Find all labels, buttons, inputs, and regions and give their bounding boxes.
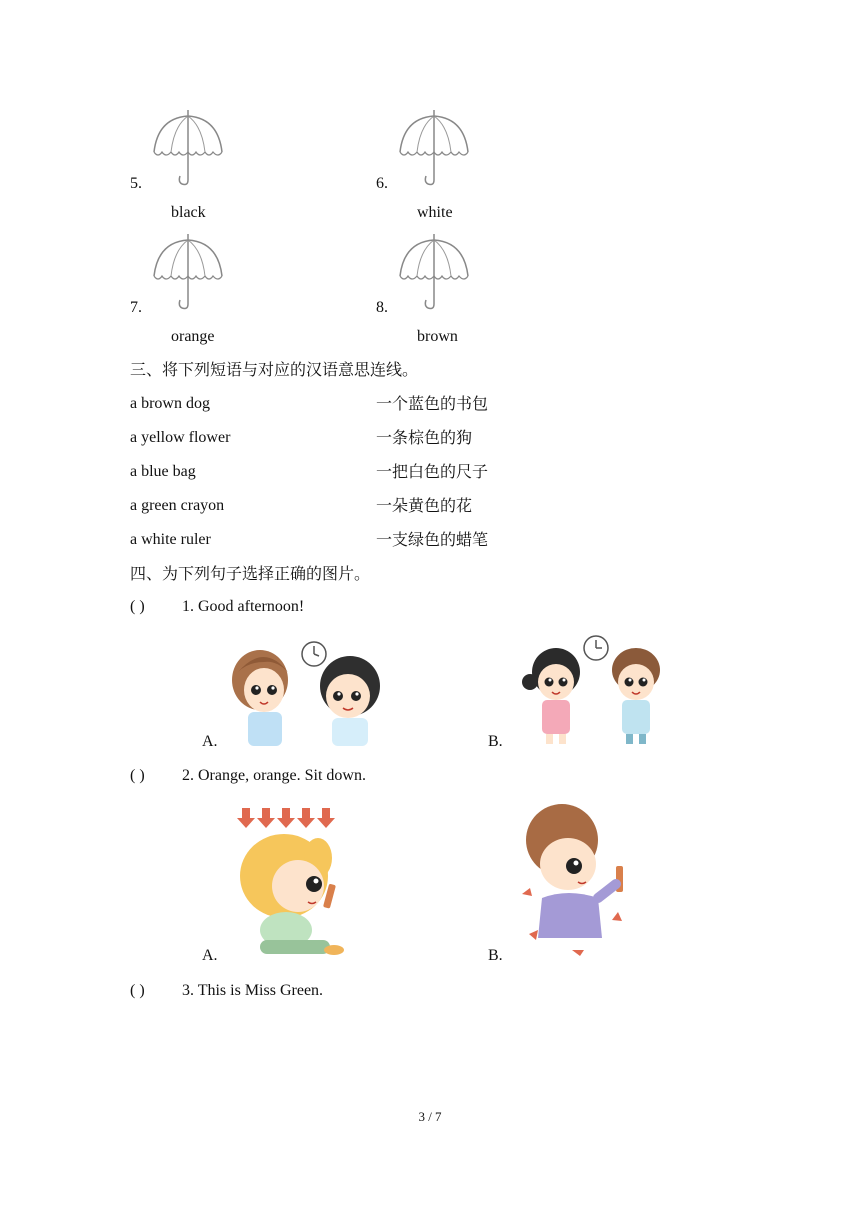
color-label: orange [171, 328, 215, 345]
item-number: 5. [130, 175, 142, 192]
umbrella-icon [150, 230, 226, 312]
phrase-english[interactable]: a brown dog [130, 395, 210, 412]
answer-blank[interactable]: ( ) [130, 982, 145, 999]
greeting-kids-image-a[interactable] [226, 632, 390, 746]
girl-sitting-down-image-a[interactable] [226, 800, 354, 960]
option-a-label[interactable]: A. [202, 947, 218, 964]
option-a-label[interactable]: A. [202, 733, 218, 750]
color-label: brown [417, 328, 458, 345]
phrase-english[interactable]: a yellow flower [130, 429, 231, 446]
answer-blank[interactable]: ( ) [130, 598, 145, 615]
umbrella-icon [396, 106, 472, 188]
phrase-chinese[interactable]: 一支绿色的蜡笔 [376, 530, 489, 549]
phrase-english[interactable]: a blue bag [130, 463, 196, 480]
phrase-chinese[interactable]: 一把白色的尺子 [376, 462, 489, 481]
section-title: 三、将下列短语与对应的汉语意思连线。 [130, 360, 419, 379]
umbrella-icon [150, 106, 226, 188]
phrase-chinese[interactable]: 一条棕色的狗 [376, 428, 473, 447]
option-b-label[interactable]: B. [488, 947, 503, 964]
option-b-label[interactable]: B. [488, 733, 503, 750]
phrase-chinese[interactable]: 一朵黄色的花 [376, 496, 473, 515]
question-text: 1. Good afternoon! [182, 598, 305, 615]
greeting-kids-image-b[interactable] [512, 630, 674, 746]
phrase-english[interactable]: a green crayon [130, 497, 225, 514]
answer-blank[interactable]: ( ) [130, 767, 145, 784]
question-text: 2. Orange, orange. Sit down. [182, 767, 366, 784]
item-number: 8. [376, 299, 388, 316]
item-number: 6. [376, 175, 388, 192]
section-title: 四、为下列句子选择正确的图片。 [130, 564, 371, 583]
item-number: 7. [130, 299, 142, 316]
color-label: white [417, 204, 453, 221]
question-text: 3. This is Miss Green. [182, 982, 324, 999]
phrase-english[interactable]: a white ruler [130, 531, 211, 548]
boy-standing-up-image-b[interactable] [512, 798, 630, 960]
color-label: black [171, 204, 206, 221]
umbrella-icon [396, 230, 472, 312]
page-number: 3 / 7 [418, 1109, 442, 1124]
phrase-chinese[interactable]: 一个蓝色的书包 [376, 394, 489, 413]
